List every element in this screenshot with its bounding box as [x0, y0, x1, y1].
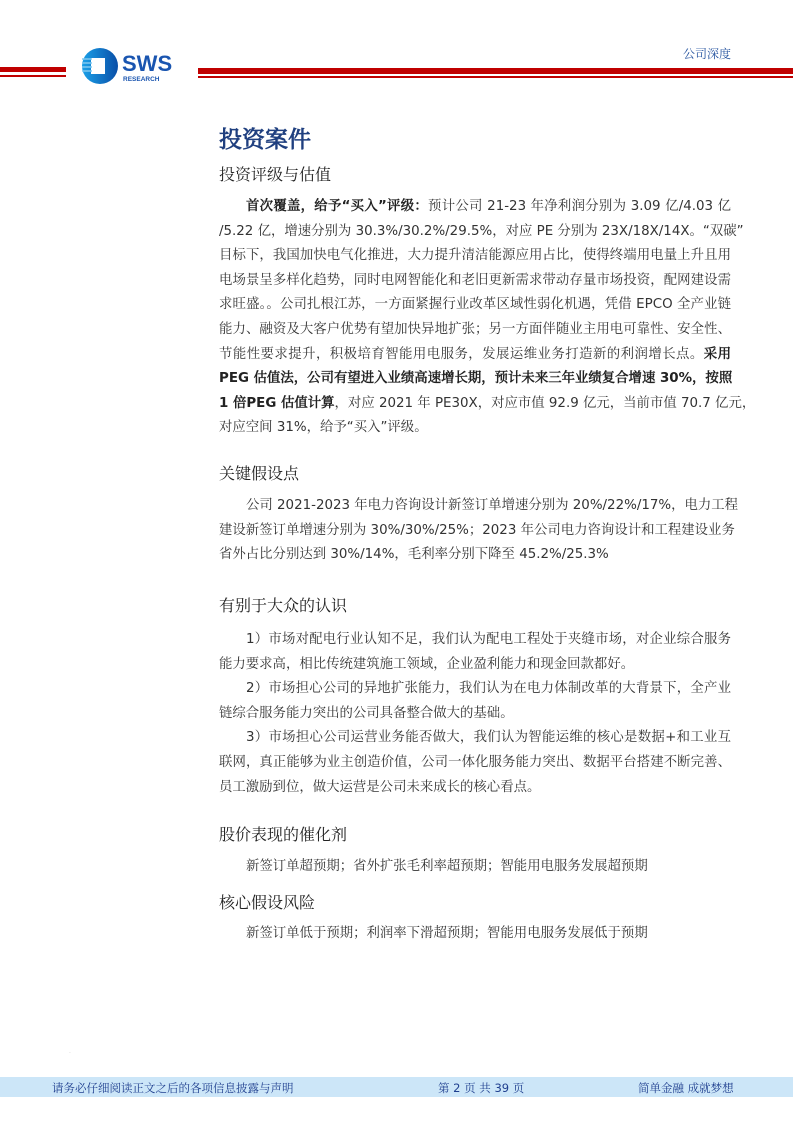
section-body-risk [219, 922, 731, 947]
text-line [219, 293, 731, 318]
text: ，对应 2021 年 PE30X，对应市值 92.9 亿元，当前市值 70.7 亿元， [334, 395, 756, 411]
text-line [219, 494, 739, 519]
header-rule-right [198, 68, 793, 74]
page-mark: · [69, 1050, 71, 1057]
text: 1）市场对配电行业认知不足，我们认为配电工程处于夹缝市场，对企业综合服务 [246, 632, 731, 647]
text: 建设新签订单增速分别为 30%/30%/25%；2023 年公司电力咨询设计和工程建设业务 [219, 522, 735, 538]
header-rule-right-thin [198, 76, 793, 78]
svg-text:SWS: SWS [122, 51, 173, 76]
section-heading-risk: 核心假设风险 [219, 893, 316, 912]
bold-text: 采用 [703, 346, 732, 362]
text-line [219, 220, 744, 245]
text: /5.22 亿，增速分别为 30.3%/30.2%/29.5%，对应 PE 分别为 23X/18X/14X。“双碳” [219, 223, 744, 239]
text: 目标下，我国加快电气化推进，大力提升清洁能源应用占比，使得终端用电量上升且用 [219, 248, 731, 264]
text: 能力要求高，相比传统建筑施工领域，企业盈利能力和现金回款都好。 [219, 656, 635, 672]
text: 节能性要求提升，积极培育智能用电服务，发展运维业务打造新的利润增长点。 [219, 346, 704, 362]
bold-text: 首次覆盖，给予“买入”评级： [246, 199, 429, 214]
text-line [219, 726, 731, 751]
sws-logo [80, 44, 190, 84]
text-line [219, 776, 731, 801]
text-line [219, 653, 731, 678]
text: 省外占比分别达到 30%/14%，毛利率分别下降至 45.2%/25.3% [219, 547, 609, 563]
section-heading-rating: 投资评级与估值 [219, 165, 332, 184]
text-line [219, 677, 731, 702]
text: 链综合服务能力突出的公司具备整合做大的基础。 [219, 705, 514, 721]
section-body-different [219, 628, 731, 800]
text: 新签订单低于预期；利润率下滑超预期；智能用电服务发展低于预期 [246, 926, 648, 941]
section-heading-assumptions: 关键假设点 [219, 464, 300, 483]
svg-text:RESEARCH: RESEARCH [123, 76, 160, 83]
text-line [219, 922, 731, 947]
footer-disclaimer: 请务必仔细阅读正文之后的各项信息披露与声明 [52, 1081, 294, 1095]
text: 电场景呈多样化趋势，同时电网智能化和老旧更新需求带动存量市场投资，配网建设需 [219, 272, 731, 288]
section-body-catalyst [219, 855, 731, 880]
text-line [219, 195, 731, 220]
text: 3）市场担心公司运营业务能否做大，我们认为智能运维的核心是数据+和工业互 [246, 730, 731, 746]
section-heading-different: 有别于大众的认识 [219, 596, 348, 615]
header-rule-left-thin [0, 75, 66, 77]
text: 预计公司 21-23 年净利润分别为 3.09 亿/4.03 亿 [428, 199, 731, 214]
text: 新签订单超预期；省外扩张毛利率超预期；智能用电服务发展超预期 [246, 859, 648, 874]
text-line [219, 269, 731, 294]
report-type-label: 公司深度 [682, 47, 731, 61]
text-line [219, 543, 731, 568]
footer-page-number: 第 2 页 共 39 页 [438, 1081, 525, 1095]
section-body-assumptions [219, 494, 739, 568]
page-title: 投资案件 [219, 127, 311, 153]
section-heading-catalyst: 股价表现的催化剂 [219, 825, 348, 844]
text: 员工激励到位，做大运营是公司未来成长的核心看点。 [219, 779, 541, 795]
text-line [219, 702, 731, 727]
text: 求旺盛。。公司扎根江苏，一方面紧握行业改革区域性弱化机遇，凭借 EPCO 全产业链 [219, 297, 731, 313]
text-line [219, 392, 756, 417]
text: 2）市场担心公司的异地扩张能力，我们认为在电力体制改革的大背景下，全产业 [246, 681, 731, 697]
text: 联网，真正能够为业主创造价值，公司一体化服务能力突出、数据平台搭建不断完善、 [219, 754, 731, 770]
text-line [219, 318, 731, 343]
text-line [219, 519, 735, 544]
footer-bar [0, 1077, 793, 1097]
text-line [219, 751, 731, 776]
section-body-rating [219, 195, 756, 441]
header-rule-left [0, 67, 66, 72]
text: 能力、融资及大客户优势有望加快异地扩张；另一方面伴随业主用电可靠性、安全性、 [219, 321, 731, 337]
text-line [219, 244, 731, 269]
bold-text: PEG 估值法，公司有望进入业绩高速增长期，预计未来三年业绩复合增速 30%，按照 [219, 371, 733, 387]
text-line [219, 855, 731, 880]
bold-text: 1 倍PEG 估值计算 [219, 395, 335, 411]
text-line [219, 628, 731, 653]
text: 对应空间 31%，给予“买入”评级。 [219, 420, 428, 436]
footer-slogan: 简单金融 成就梦想 [638, 1081, 734, 1095]
text-line [219, 416, 731, 441]
text-line [219, 367, 731, 392]
text-line [219, 343, 731, 368]
text: 公司 2021-2023 年电力咨询设计新签订单增速分别为 20%/22%/17%，电力工程 [246, 498, 739, 513]
